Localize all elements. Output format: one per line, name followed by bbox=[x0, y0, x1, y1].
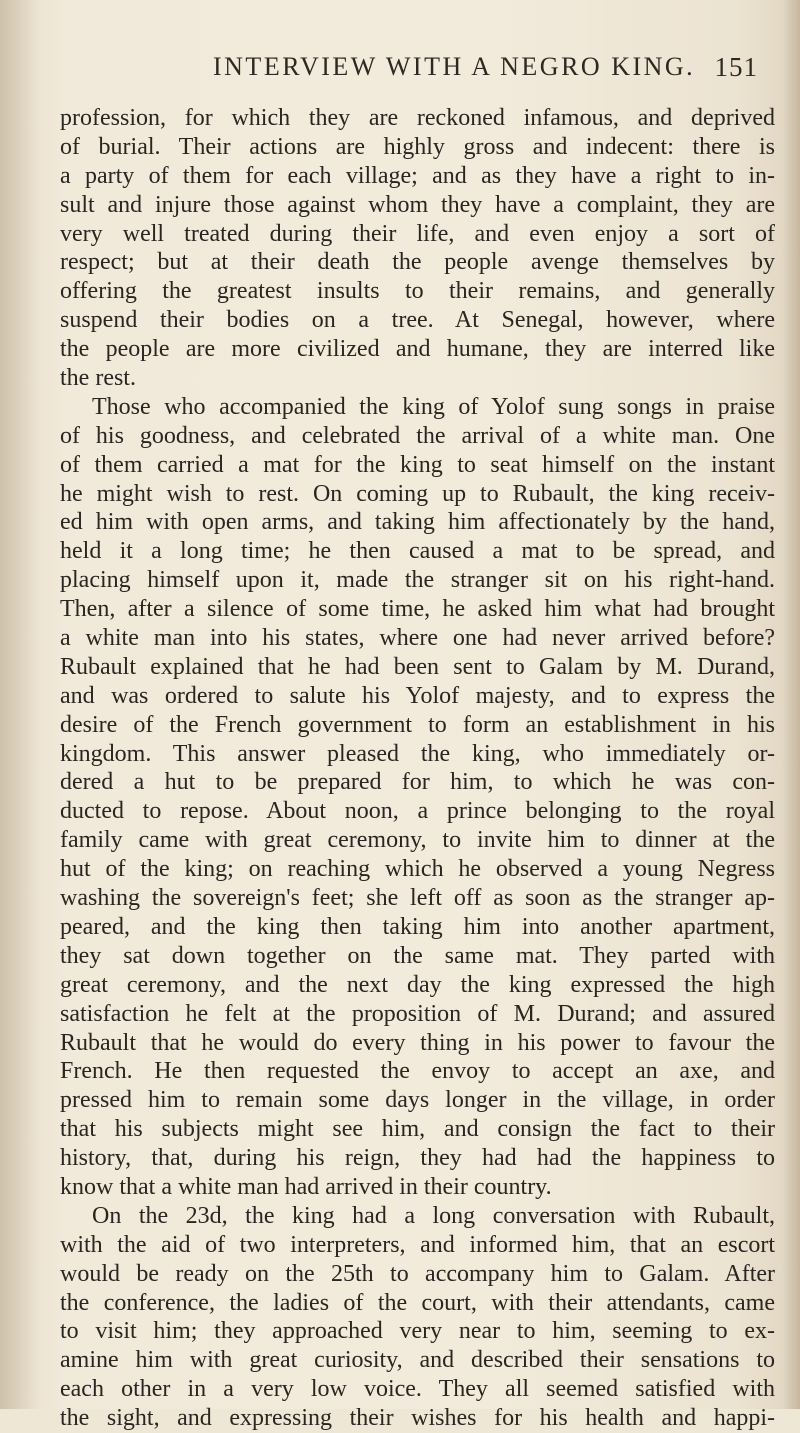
text-line: the conference, the ladies of the court, with their attendants, came bbox=[60, 1289, 775, 1316]
body-text bbox=[60, 104, 775, 1433]
text-line: each other in a very low voice. They all seemed satisfied with bbox=[60, 1376, 775, 1403]
text-line: washing the sovereign's feet; she left off as soon as the stranger ap- bbox=[60, 885, 775, 912]
text-line: satisfaction he felt at the proposition of M. Durand; and assured bbox=[60, 1000, 775, 1027]
running-head-title: INTERVIEW WITH A NEGRO KING. bbox=[213, 52, 696, 81]
text-line: amine him with great curiosity, and described their sensations to bbox=[60, 1347, 775, 1374]
text-line: of burial. Their actions are highly gross and indecent: there is bbox=[60, 133, 775, 160]
text-line: Rubault that he would do every thing in his power to favour the bbox=[60, 1029, 775, 1056]
text-line: they sat down together on the same mat. They parted with bbox=[60, 942, 775, 969]
text-line: suspend their bodies on a tree. At Senegal, however, where bbox=[60, 307, 775, 334]
text-line: ed him with open arms, and taking him affectionately by the hand, bbox=[60, 509, 775, 536]
text-line: respect; but at their death the people avenge themselves by bbox=[60, 249, 775, 276]
page-edge-shadow bbox=[782, 0, 800, 1409]
text-line: that his subjects might see him, and consign the fact to their bbox=[60, 1116, 775, 1143]
text-line: kingdom. This answer pleased the king, who immediately or- bbox=[60, 740, 775, 767]
text-line: of them carried a mat for the king to seat himself on the instant bbox=[60, 451, 775, 478]
text-line: to visit him; they approached very near to him, seeming to ex- bbox=[60, 1318, 775, 1345]
text-line: very well treated during their life, and even enjoy a sort of bbox=[60, 220, 775, 247]
text-line: history, that, during his reign, they had had the happiness to bbox=[60, 1145, 775, 1172]
page-gutter-shadow bbox=[0, 0, 40, 1409]
text-line: peared, and the king then taking him into another apartment, bbox=[60, 913, 775, 940]
text-line: Then, after a silence of some time, he asked him what had brought bbox=[60, 596, 775, 623]
page-number: 151 bbox=[714, 52, 758, 82]
running-head bbox=[213, 52, 758, 92]
text-line: desire of the French government to form an establishment in his bbox=[60, 711, 775, 738]
text-line: a party of them for each village; and as they have a right to in- bbox=[60, 162, 775, 189]
text-line: know that a white man had arrived in their country. bbox=[60, 1173, 552, 1200]
text-line: hut of the king; on reaching which he observed a young Negress bbox=[60, 856, 775, 883]
text-line: held it a long time; he then caused a mat to be spread, and bbox=[60, 538, 775, 565]
text-line: of his goodness, and celebrated the arrival of a white man. One bbox=[60, 422, 775, 449]
text-line: he might wish to rest. On coming up to Rubault, the king receiv- bbox=[60, 480, 775, 507]
text-line: Those who accompanied the king of Yolof sung songs in praise bbox=[92, 393, 775, 420]
text-line: placing himself upon it, made the stranger sit on his right-hand. bbox=[60, 567, 775, 594]
text-line: French. He then requested the envoy to accept an axe, and bbox=[60, 1058, 775, 1085]
text-line: dered a hut to be prepared for him, to which he was con- bbox=[60, 769, 775, 796]
text-line: would be ready on the 25th to accompany him to Galam. After bbox=[60, 1260, 775, 1287]
text-line: profession, for which they are reckoned infamous, and deprived bbox=[60, 105, 775, 131]
text-line: with the aid of two interpreters, and informed him, that an escort bbox=[60, 1231, 775, 1258]
text-line: great ceremony, and the next day the king expressed the high bbox=[60, 971, 775, 998]
text-line: pressed him to remain some days longer in the village, in order bbox=[60, 1087, 775, 1114]
text-line: Rubault explained that he had been sent to Galam by M. Durand, bbox=[60, 653, 775, 680]
text-line: sult and injure those against whom they have a complaint, they are bbox=[60, 191, 775, 218]
text-line: and was ordered to salute his Yolof majesty, and to express the bbox=[60, 682, 775, 709]
text-line: offering the greatest insults to their remains, and generally bbox=[60, 278, 775, 305]
text-line: ducted to repose. About noon, a prince belonging to the royal bbox=[60, 798, 775, 825]
text-line: family came with great ceremony, to invite him to dinner at the bbox=[60, 827, 775, 854]
text-line: a white man into his states, where one had never arrived before? bbox=[60, 625, 775, 652]
text-line: the rest. bbox=[60, 365, 136, 392]
text-line: the people are more civilized and humane, they are interred like bbox=[60, 336, 775, 363]
text-line: On the 23d, the king had a long conversation with Rubault, bbox=[92, 1202, 775, 1229]
text-line: the sight, and expressing their wishes for his health and happi- bbox=[60, 1405, 775, 1432]
